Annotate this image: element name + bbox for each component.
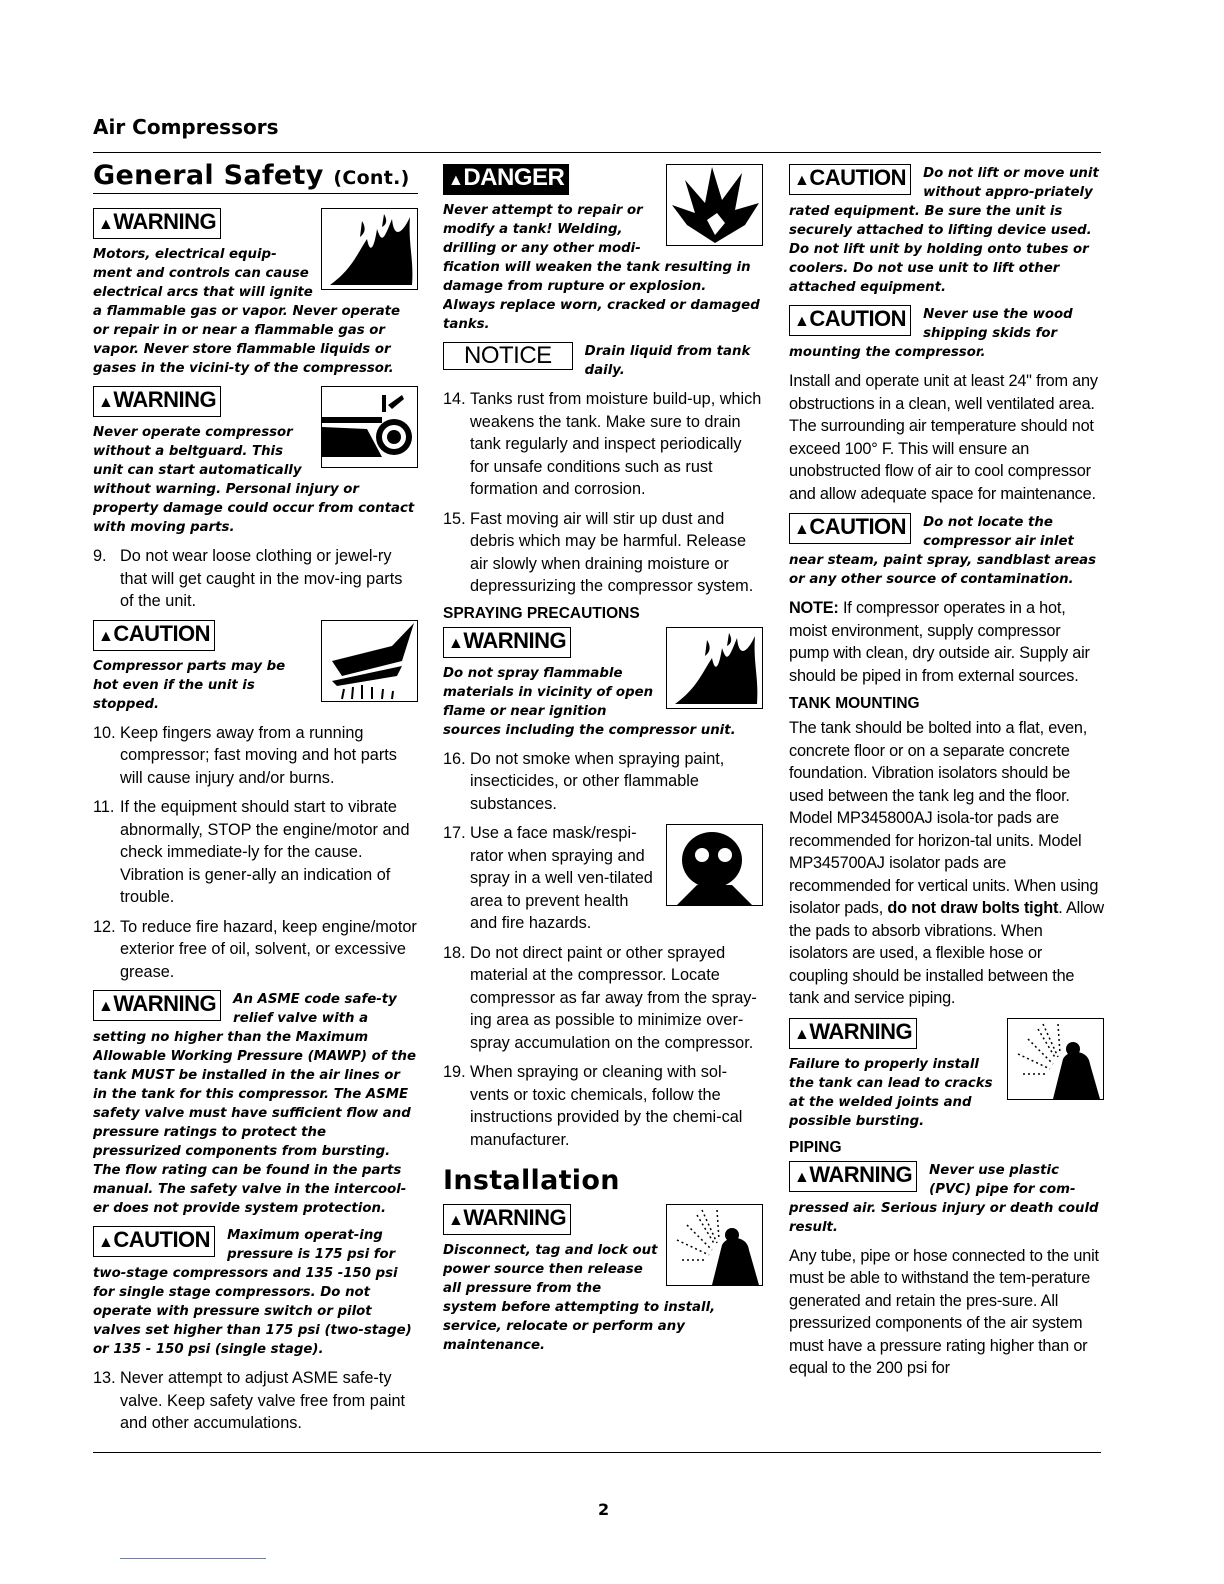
section-title — [93, 160, 418, 194]
signal-word-box — [93, 1226, 215, 1257]
alert-text: Drain liquid from tank daily. — [584, 344, 751, 378]
safety-alert-warning — [93, 386, 418, 537]
burst-icon — [1007, 1018, 1104, 1100]
signal-word-caution — [789, 164, 911, 195]
subheading: PIPING — [789, 1138, 842, 1156]
respirator-icon — [666, 824, 763, 906]
alert-text: Never attempt to repair or modify a tank! Welding, drilling or any other modi-fication will weaken the tank resulting in damage from rupture or explosion. Always replace worn, cracked or damaged tanks. — [443, 203, 760, 332]
alert-text: Never use plastic (PVC) pipe for com-pressed air. Serious injury or death could result. — [789, 1162, 1099, 1235]
warning-triangle-icon: ▲ — [98, 216, 114, 233]
item-number: 15. — [443, 509, 466, 528]
signal-word-text: NOTICE — [464, 342, 552, 369]
safety-alert-warning — [93, 990, 418, 1218]
signal-word-text: WARNING — [113, 209, 217, 234]
safety-alert-caution — [93, 1226, 418, 1359]
safety-alert-warning — [443, 627, 763, 740]
flame-icon — [666, 627, 763, 709]
signal-word-caution — [93, 1226, 215, 1257]
numbered-item — [443, 822, 763, 935]
signal-word-text: CAUTION — [809, 306, 907, 331]
item-number: 9. — [93, 547, 107, 565]
item-number: 14. — [443, 390, 466, 408]
numbered-item — [93, 545, 418, 613]
signal-word-text: CAUTION — [809, 165, 907, 190]
body-paragraph — [789, 370, 1104, 505]
item-text: Do not smoke when spraying paint, insecticides, or other flammable substances. — [470, 749, 725, 813]
section-title-suffix: (Cont.) — [333, 167, 410, 189]
alert-text: Never use the wood shipping skids for mounting the compressor. — [789, 307, 1073, 360]
alert-text: Do not lift or move unit without appro-priately rated equipment. Be sure the unit is securely attached to lifting device used. Do not lift unit by holding onto tubes or coolers. Do not use unit to lift other attached equipment. — [789, 166, 1099, 295]
safety-alert-caution — [93, 620, 418, 714]
item-text: If the equipment should start to vibrate abnormally, STOP the engine/motor and check immediate-ly for the cause. Vibration is gener-ally an indication of trouble. — [120, 798, 410, 906]
signal-word-warning — [93, 386, 221, 417]
alert-text: Failure to properly install the tank can lead to cracks at the welded joints and possible bursting. — [789, 1056, 993, 1129]
safety-alert-caution — [789, 513, 1104, 589]
signal-word-warning — [93, 208, 221, 239]
signal-word-box — [789, 513, 911, 544]
numbered-item — [443, 942, 763, 1055]
item-number: 18. — [443, 943, 466, 962]
signal-word-danger — [443, 164, 569, 195]
item-text: When spraying or cleaning with sol-vents or toxic chemicals, follow the instructions provided by the chemi-cal manufacturer. — [470, 1063, 743, 1149]
signal-word-box — [789, 305, 911, 336]
signal-word-caution — [93, 620, 215, 651]
scan-mark — [120, 1558, 266, 1559]
item-number: 16. — [443, 749, 466, 768]
warning-triangle-icon: ▲ — [448, 1212, 464, 1229]
numbered-item — [443, 388, 763, 501]
signal-word-caution — [789, 513, 911, 544]
signal-word-text: WARNING — [809, 1161, 913, 1187]
explosion-icon — [666, 164, 763, 246]
item-text: Never attempt to adjust ASME safe-ty valve. Keep safety valve free from paint and other accumulations. — [120, 1369, 406, 1432]
signal-word-warning — [789, 1161, 917, 1192]
header-rule — [93, 152, 1101, 153]
numbered-item — [443, 1061, 763, 1151]
warning-triangle-icon: ▲ — [98, 1234, 114, 1251]
warning-triangle-icon: ▲ — [98, 998, 114, 1015]
body-paragraph — [789, 1245, 1104, 1380]
warning-triangle-icon: ▲ — [794, 1025, 810, 1043]
safety-alert-warning — [443, 1204, 763, 1355]
column-3 — [789, 160, 1104, 1388]
alert-text: Do not spray flammable materials in vicinity of open flame or near ignition sources including the compressor unit. — [443, 665, 736, 738]
numbered-item — [93, 722, 418, 790]
signal-word-text: WARNING — [113, 991, 217, 1016]
numbered-item — [93, 916, 418, 984]
signal-word-warning — [443, 1204, 571, 1235]
safety-alert-warning — [789, 1161, 1104, 1237]
safety-alert-caution — [789, 164, 1104, 297]
subheading: SPRAYING PRECAUTIONS — [443, 604, 640, 622]
numbered-item — [443, 748, 763, 816]
item-text: To reduce fire hazard, keep engine/motor exterior free of oil, solvent, or excessive grease. — [120, 917, 417, 981]
signal-word-text: WARNING — [809, 1018, 913, 1044]
paragraph-text: . Allow the pads to absorb vibrations. When isolators are used, a flexible hose or coupling should be installed between the tank and service piping. — [789, 899, 1104, 1007]
signal-word-text: WARNING — [463, 1205, 567, 1230]
subheading: TANK MOUNTING — [789, 695, 920, 712]
signal-word-box — [789, 164, 911, 195]
item-text: Fast moving air will stir up dust and debris which may be harmful. Release air slowly when draining moisture or depressurizing the compressor system. — [470, 509, 754, 595]
item-text: Keep fingers away from a running compressor; fast moving and hot parts will cause injury and/or burns. — [120, 723, 397, 787]
item-number: 11. — [93, 798, 115, 816]
paragraph-text: Any tube, pipe or hose connected to the unit must be able to withstand the tem-perature generated and retain the pres-sure. All pressurized components of the air system must have a pressure rating higher than or equal to the 200 psi for — [789, 1246, 1099, 1377]
signal-word-notice — [443, 342, 573, 370]
warning-triangle-icon: ▲ — [794, 1168, 810, 1186]
signal-word-warning — [443, 627, 571, 658]
paragraph-text: The tank should be bolted into a flat, even, concrete floor or on a separate concrete foundation. Vibration isolators should be used between the tank leg and the floor. Model MP345800AJ isola-tor pads are recommended for horizon-tal units. Model MP345700AJ isolator pads are recommended for vertical units. When using isolator pads, — [789, 719, 1099, 917]
body-paragraph — [789, 597, 1104, 687]
warning-triangle-icon: ▲ — [98, 627, 114, 645]
beltguard-icon — [321, 386, 418, 468]
safety-alert-warning — [789, 1018, 1104, 1131]
item-text: Tanks rust from moisture build-up, which weakens the tank. Make sure to drain tank regularly and inspect periodically for unsafe conditions such as rust formation and corrosion. — [470, 390, 762, 498]
alert-text: Motors, electrical equip-ment and controls can cause electrical arcs that will ignite a flammable gas or vapor. Never operate or repair in or near a flammable gas or vapor. Never store flammable liquids or gases in the vicini-ty of the compressor. — [93, 247, 401, 376]
alert-text: Never operate compressor without a beltguard. This unit can start automatically without warning. Personal injury or property damage could occur from contact with moving parts. — [93, 425, 415, 535]
signal-word-caution — [789, 305, 911, 336]
emphasis-text: do not draw bolts tight — [887, 899, 1059, 917]
safety-alert-notice — [443, 342, 763, 380]
footer-rule — [93, 1452, 1101, 1453]
signal-word-warning — [789, 1018, 917, 1049]
item-number: 19. — [443, 1063, 466, 1081]
item-number: 10. — [93, 723, 116, 742]
warning-triangle-icon: ▲ — [448, 172, 464, 189]
signal-word-text: DANGER — [463, 164, 565, 191]
paragraph-text: If compressor operates in a hot, moist environment, supply compressor pump with clean, dry outside air. Supply air should be piped in from external sources. — [789, 599, 1090, 685]
signal-word-text: CAUTION — [113, 1227, 211, 1252]
alert-text: Compressor parts may be hot even if the unit is stopped. — [93, 658, 286, 712]
warning-triangle-icon: ▲ — [794, 521, 810, 538]
safety-alert-danger — [443, 164, 763, 334]
numbered-item — [443, 508, 763, 598]
section-title-text: Installation — [443, 1165, 620, 1196]
numbered-item — [93, 796, 418, 909]
flame-icon — [321, 208, 418, 290]
alert-text: An ASME code safe-ty relief valve with a setting no higher than the Maximum Allowable Working Pressure (MAWP) of the tank MUST be installed in the air lines or in the tank for this compressor. The ASME safety valve must have sufficient flow and pressure ratings to protect the pressurized components from bursting. The flow rating can be found in the parts manual. The safety valve in the intercool-er does not provide system protection. — [93, 992, 416, 1216]
safety-alert-caution — [789, 305, 1104, 362]
safety-alert-warning — [93, 208, 418, 378]
paragraph-text: Install and operate unit at least 24" from any obstructions in a clean, well ventilated area. The surrounding air temperature should not exceed 100° F. This will ensure an unobstructed flow of air to cool compressor and allow adequate space for maintenance. — [789, 372, 1098, 503]
signal-word-text: WARNING — [463, 627, 567, 653]
numbered-item — [93, 1367, 418, 1435]
item-text: Do not direct paint or other sprayed material at the compressor. Locate compressor as far away from the spray-ing area as possible to minimize over-spray accumulation on the compressor. — [470, 943, 757, 1052]
alert-text: Maximum operat-ing pressure is 175 psi for two-stage compressors and 135 -150 psi for single stage compressors. Do not operate with pressure switch or pilot valves set higher than 175 psi (two-stage) or 135 - 150 psi (single stage). — [93, 1228, 412, 1357]
item-text: Do not wear loose clothing or jewel-ry that will get caught in the mov-ing parts of the unit. — [120, 547, 403, 610]
item-number: 13. — [93, 1369, 116, 1387]
section-header: Air Compressors — [93, 115, 279, 139]
warning-triangle-icon: ▲ — [794, 172, 810, 189]
item-number: 17. — [443, 824, 466, 842]
warning-triangle-icon: ▲ — [794, 313, 810, 330]
column-2 — [443, 160, 763, 1363]
item-text: Use a face mask/respi-rator when spraying and spray in a well ven-tilated area to prevent health and fire hazards. — [470, 824, 653, 932]
item-number: 12. — [93, 917, 116, 936]
signal-word-box — [93, 990, 221, 1021]
emphasis-text: NOTE: — [789, 599, 839, 617]
column-1 — [93, 160, 418, 1442]
section-title-text: General Safety — [93, 160, 324, 191]
page-number: 2 — [598, 1500, 610, 1519]
section-title — [443, 1165, 763, 1198]
signal-word-text: CAUTION — [809, 514, 907, 539]
signal-word-warning — [93, 990, 221, 1021]
alert-text: Disconnect, tag and lock out power source then release all pressure from the system before attempting to install, service, relocate or perform any maintenance. — [443, 1243, 716, 1353]
warning-triangle-icon: ▲ — [448, 634, 464, 652]
burst-icon — [666, 1204, 763, 1286]
signal-word-box — [443, 342, 573, 370]
warning-triangle-icon: ▲ — [98, 394, 114, 411]
signal-word-text: CAUTION — [113, 620, 211, 646]
signal-word-box — [789, 1161, 917, 1192]
signal-word-text: WARNING — [113, 387, 217, 412]
alert-text: Do not locate the compressor air inlet near steam, paint spray, sandblast areas or any other source of contamination. — [789, 515, 1097, 587]
hot-surface-icon — [321, 620, 418, 702]
body-paragraph — [789, 717, 1104, 1010]
